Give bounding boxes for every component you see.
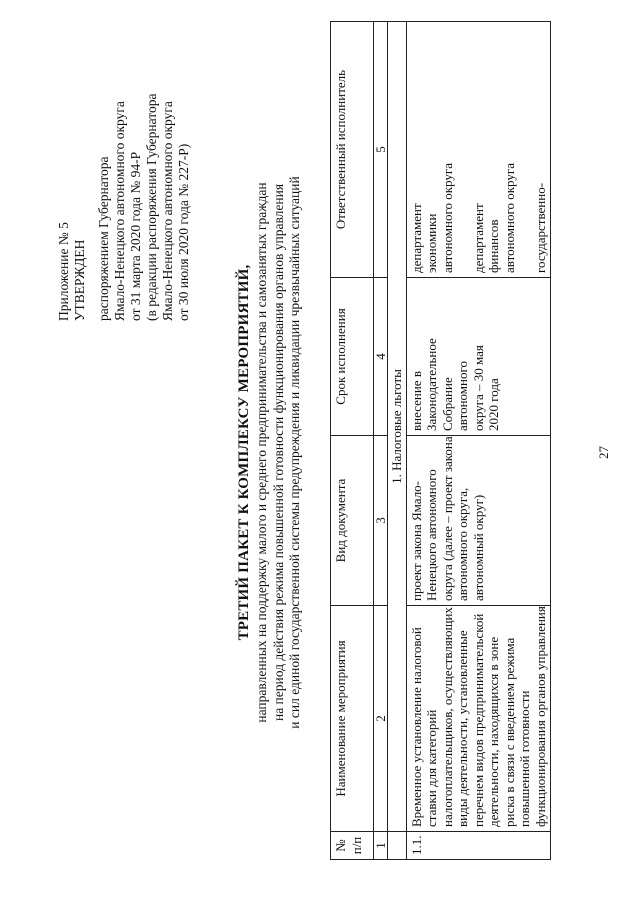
measure-name-line: виды деятельности, установленные <box>455 630 470 827</box>
approval-line: Приложение № 5 <box>56 222 71 321</box>
measure-name-line: налогоплательщиков, осуществляющих <box>439 607 455 827</box>
measure-name-line: перечнем видов предпринимательской <box>470 613 486 827</box>
table-header-row <box>331 22 374 860</box>
measure-name-line: функционирования органов управления <box>532 606 548 827</box>
document-type-line: проект закона Ямало- <box>408 480 424 601</box>
measure-name-cell <box>406 606 551 832</box>
approval-line: от 31 марта 2020 года № 94-Р <box>128 151 143 321</box>
approval-line: распоряжением Губернатора <box>96 156 111 321</box>
subtitle-line: на период действия режима повышенной готовности функционирования органов управления <box>270 183 286 722</box>
column-number: 3 <box>374 436 388 606</box>
measure-name-line: ставки для категорий <box>424 709 439 827</box>
approval-line: (в редакции распоряжения Губернатора <box>144 93 159 321</box>
document-subtitle <box>254 60 304 845</box>
row-number: 1.1. <box>406 832 551 860</box>
document-type-line: округа (далее – проект закона <box>439 436 455 601</box>
responsible-line: департамент <box>470 203 486 273</box>
measure-name-line: деятельности, находящихся в зоне <box>486 636 501 827</box>
header-measure-name: Наименование мероприятия <box>331 606 374 832</box>
measure-name-line: риска в связи с введением режима <box>501 637 517 827</box>
document-type-line: автономного округа, <box>455 487 470 601</box>
subtitle-line: направленных на поддержку малого и среднего предпринимательства и самозанятых граждан <box>254 182 269 723</box>
responsible-line: государственно- <box>532 182 548 273</box>
approval-line: УТВЕРЖДЕН <box>72 239 87 321</box>
deadline-line: автономного <box>455 361 470 431</box>
responsible-line: автономного округа <box>501 163 517 273</box>
approval-stamp <box>56 21 192 321</box>
deadline-cell <box>406 278 551 436</box>
approval-line: Ямало-Ненецкого автономного округа <box>160 101 175 321</box>
column-number: 1 <box>374 832 388 860</box>
column-number-row <box>374 22 388 860</box>
column-number: 4 <box>374 278 388 436</box>
header-number: № п/п <box>331 832 374 860</box>
header-deadline: Срок исполнения <box>331 278 374 436</box>
measure-name-line: Временное установление налоговой <box>408 627 424 827</box>
subtitle-line: и сил единой государственной системы предупреждения и ликвидации чрезвычайных ситуаций <box>287 176 302 729</box>
responsible-cell <box>406 22 551 278</box>
measure-name-line: повышенной готовности <box>517 690 532 827</box>
approval-line: Ямало-Ненецкого автономного округа <box>112 101 127 321</box>
measures-table <box>330 21 551 860</box>
deadline-line: Собрание <box>439 377 455 431</box>
deadline-line: округа – 30 мая <box>470 345 486 431</box>
section-row <box>388 22 407 860</box>
deadline-line: 2020 года <box>486 378 501 431</box>
document-type-line: автономный округ) <box>470 494 486 601</box>
page-number: 27 <box>596 446 611 459</box>
approval-line: от 30 июля 2020 года № 227-Р) <box>176 143 191 321</box>
table-row <box>406 22 551 860</box>
header-document-type: Вид документа <box>331 436 374 606</box>
document-type-line: Ненецкого автономного <box>424 469 439 601</box>
responsible-line: департамент <box>408 203 424 273</box>
deadline-line: внесение в <box>408 371 424 431</box>
column-number: 5 <box>374 22 388 278</box>
header-responsible: Ответственный исполнитель <box>331 22 374 278</box>
responsible-line: автономного округа <box>439 163 455 273</box>
document-title: ТРЕТИЙ ПАКЕТ К КОМПЛЕКСУ МЕРОПРИЯТИЙ, <box>236 264 252 641</box>
column-number: 2 <box>374 606 388 832</box>
responsible-line: экономики <box>424 213 439 273</box>
section-title: 1. Налоговые льготы <box>388 22 407 832</box>
document-type-cell <box>406 436 551 606</box>
responsible-line: финансов <box>486 219 501 273</box>
deadline-line: Законодательное <box>424 338 439 431</box>
